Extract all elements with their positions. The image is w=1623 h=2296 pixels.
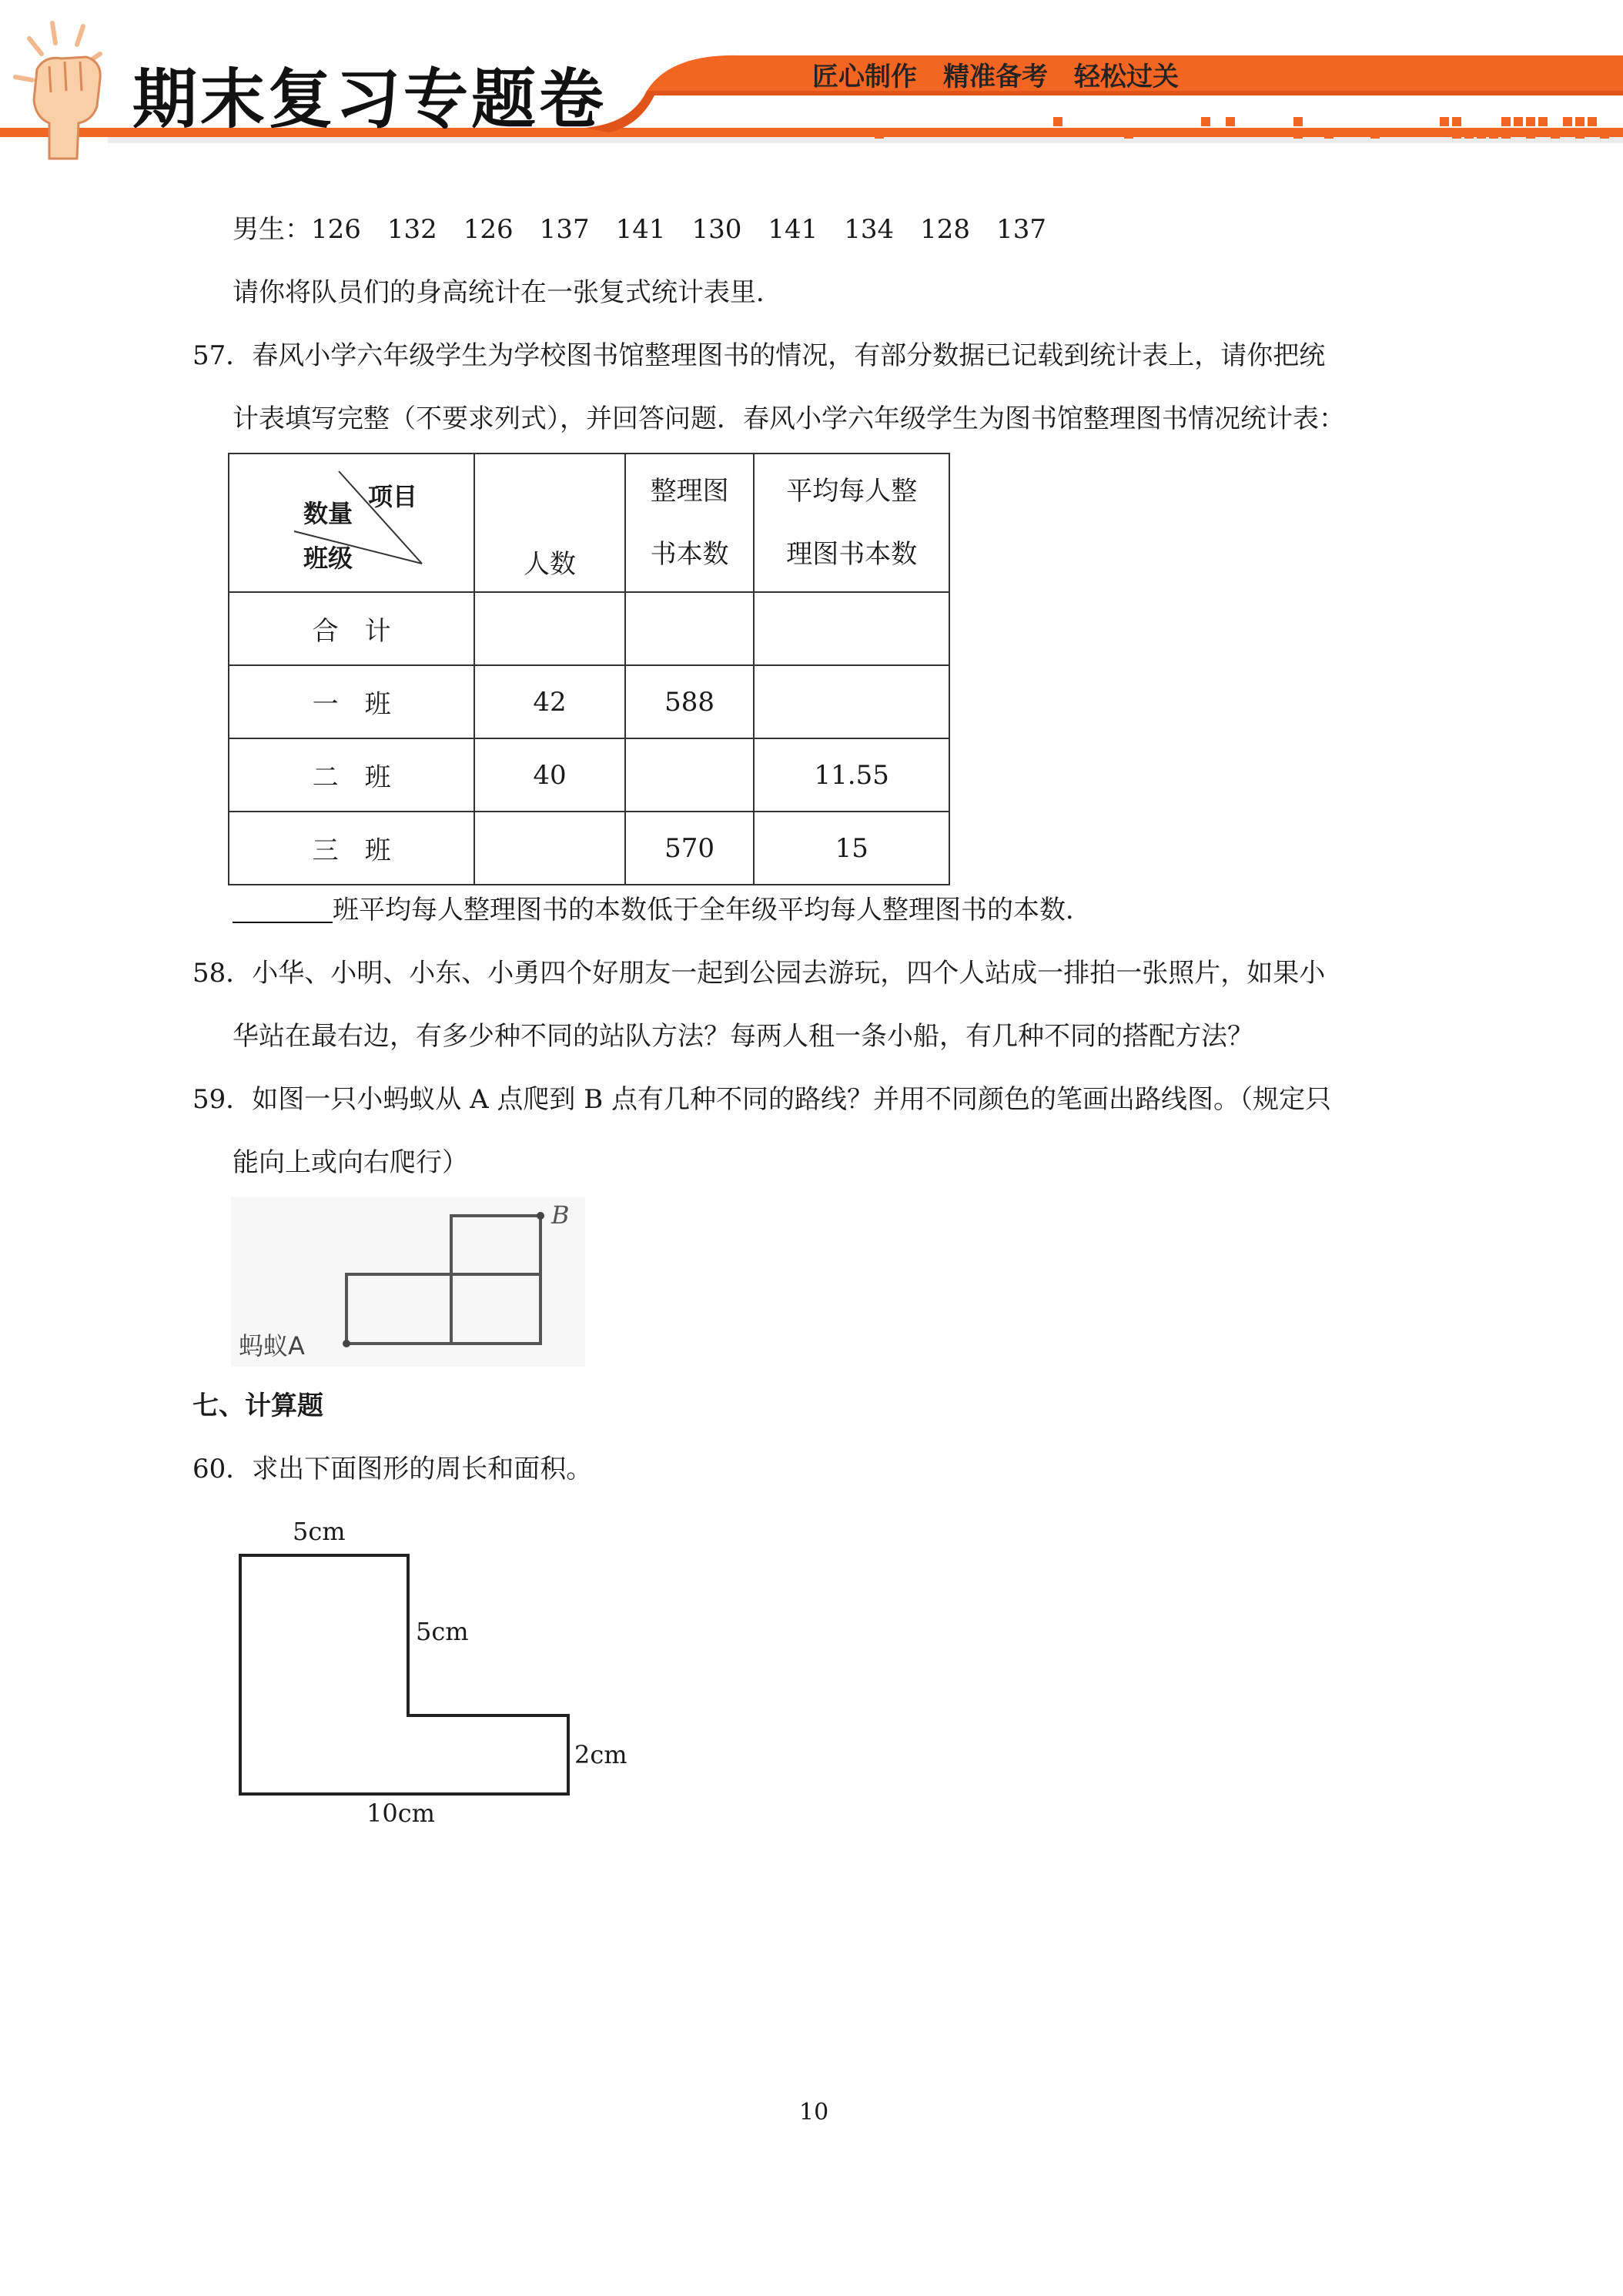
q56-instruction: 请你将队员们的身高统计在一张复式统计表里． bbox=[233, 277, 782, 308]
cell-books: 588 bbox=[625, 665, 755, 738]
fist-icon bbox=[6, 15, 129, 162]
corner-label-class: 班级 bbox=[303, 544, 353, 573]
label-right-2cm: 2cm bbox=[574, 1740, 627, 1769]
col-header-avg-line2: 理图书本数 bbox=[786, 539, 918, 570]
q58-text-line1: 58．小华、小明、小东、小勇四个好朋友一起到公园去游玩，四个人站成一排拍一张照片，如果小 bbox=[192, 958, 1326, 989]
col-header-avg-line1: 平均每人整 bbox=[786, 476, 918, 507]
section-title: 七、计算题 bbox=[192, 1391, 323, 1421]
col-header-books-line2: 书本数 bbox=[650, 539, 729, 570]
corner-label-item: 项目 bbox=[368, 482, 418, 511]
page-number: 10 bbox=[799, 2099, 829, 2126]
cell-avg: 15 bbox=[754, 812, 949, 885]
col-header-books-line1: 整理图 bbox=[650, 476, 729, 507]
cell-people: 40 bbox=[474, 738, 625, 812]
cell-people bbox=[474, 812, 625, 885]
corner-label-quantity: 数量 bbox=[303, 499, 353, 528]
answer-blank[interactable] bbox=[233, 899, 333, 923]
boys-heights-line: 男生：126 132 126 137 141 130 141 134 128 137 bbox=[233, 214, 1046, 245]
col-header-books bbox=[625, 454, 755, 592]
table-header-row bbox=[229, 454, 949, 592]
col-header-people: 人数 bbox=[474, 454, 625, 592]
cell-people: 42 bbox=[474, 665, 625, 738]
table-row bbox=[229, 665, 949, 738]
book-stats-table bbox=[228, 453, 950, 885]
ant-route-figure bbox=[231, 1197, 585, 1367]
label-ant-a: 蚂蚁A bbox=[239, 1331, 305, 1361]
label-bottom-10cm: 10cm bbox=[366, 1799, 435, 1828]
row-label: 合 计 bbox=[229, 592, 474, 665]
label-point-b: B bbox=[551, 1200, 570, 1230]
cell-avg: 11.55 bbox=[754, 738, 949, 812]
q57-answer-line bbox=[233, 893, 1092, 927]
table-row bbox=[229, 592, 949, 665]
row-label: 三 班 bbox=[229, 812, 474, 885]
q60-text: 60．求出下面图形的周长和面积。 bbox=[192, 1454, 593, 1484]
cell-avg bbox=[754, 592, 949, 665]
label-inner-5cm: 5cm bbox=[416, 1617, 469, 1646]
cell-books: 570 bbox=[625, 812, 755, 885]
l-shape-diagram bbox=[231, 1509, 647, 1832]
q57-text-line2: 计表填写完整（不要求列式），并回答问题．春风小学六年级学生为图书馆整理图书情况统计表： bbox=[233, 403, 1345, 434]
row-label: 一 班 bbox=[229, 665, 474, 738]
table-row bbox=[229, 738, 949, 812]
q58-text-line2: 华站在最右边，有多少种不同的站队方法？每两人租一条小船，有几种不同的搭配方法？ bbox=[233, 1021, 1253, 1052]
q57-text-line1: 57．春风小学六年级学生为学校图书馆整理图书的情况，有部分数据已记载到统计表上，请你把统 bbox=[192, 340, 1326, 371]
page-title: 期末复习专题卷 bbox=[132, 62, 607, 137]
l-shape-figure bbox=[231, 1509, 647, 1832]
q57-answer-text: 班平均每人整理图书的本数低于全年级平均每人整理图书的本数． bbox=[333, 895, 1092, 925]
col-header-avg bbox=[754, 454, 949, 592]
q59-text-line1: 59．如图一只小蚂蚁从 A 点爬到 B 点有几种不同的路线？并用不同颜色的笔画出路线图。（规定只 bbox=[192, 1084, 1332, 1115]
table-row bbox=[229, 812, 949, 885]
row-label: 二 班 bbox=[229, 738, 474, 812]
label-top-5cm: 5cm bbox=[293, 1517, 346, 1546]
table-corner-cell bbox=[229, 454, 474, 592]
header-slogan: 匠心制作 精准备考 轻松过关 bbox=[812, 62, 1179, 92]
cell-books bbox=[625, 592, 755, 665]
cell-books bbox=[625, 738, 755, 812]
q59-text-line2: 能向上或向右爬行） bbox=[233, 1147, 468, 1178]
page-header bbox=[0, 0, 1623, 166]
cell-avg bbox=[754, 665, 949, 738]
cell-people bbox=[474, 592, 625, 665]
